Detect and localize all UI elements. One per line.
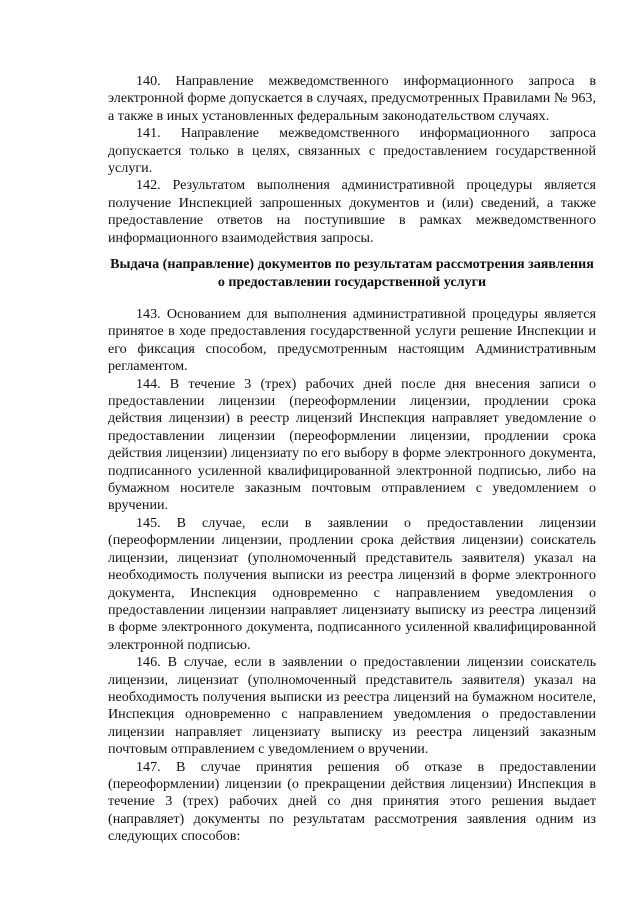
- paragraph-140: 140. Направление межведомственного информационного запроса в электронной форме допускается в случаях, предусмотренных Правилами № 963, а также в иных установленных федеральным законодательством случаях.: [108, 73, 596, 124]
- paragraph-145: 145. В случае, если в заявлении о предоставлении лицензии (переоформлении лицензии, продлении срока действия лицензии) соискатель лицензии, лицензиат (уполномоченный представитель заявителя) указал на необходимость получения выписки из реестра лицензий в форме электронного документа, Инспекция одновременно с направлением уведомления о предоставлении лицензии направляет лицензиату выписку из реестра лицензий в форме электронного документа, подписанного усиленной квалифицированной электронной подписью.: [108, 514, 596, 653]
- paragraph-147: 147. В случае принятия решения об отказе в предоставлении (переоформлении) лицензии (о прекращении действия лицензии) Инспекция в течение 3 (трех) рабочих дней со дня принятия этого решения выдает (направляет) документы по результатам рассмотрения заявления одним из следующих способов:: [108, 758, 596, 845]
- paragraph-144: 144. В течение 3 (трех) рабочих дней после дня внесения записи о предоставлении лицензии (переоформлении лицензии, продлении срока действия лицензии) в реестр лицензий Инспекция направляет уведомление о предоставлении лицензии (переоформлении лицензии, продлении срока действия лицензии) лицензиату по его выбору в форме электронного документа, подписанного усиленной квалифицированной электронной подписью, либо на бумажном носителе заказным почтовым отправлением с уведомлением о вручении.: [108, 375, 596, 514]
- paragraph-group-bottom: [108, 306, 596, 846]
- paragraph-146: 146. В случае, если в заявлении о предоставлении лицензии соискатель лицензии, лицензиат (уполномоченный представитель заявителя) указал на необходимость получения выписки из реестра лицензий на бумажном носителе, Инспекция одновременно с направлением уведомления о предоставлении лицензии направляет лицензиату выписку из реестра лицензий заказным почтовым отправлением с уведомлением о вручении.: [108, 654, 596, 758]
- paragraph-141: 141. Направление межведомственного информационного запроса допускается только в целях, связанных с предоставлением государственной услуги.: [108, 125, 596, 177]
- paragraph-group-top: [108, 73, 596, 247]
- paragraph-143: 143. Основанием для выполнения административной процедуры является принятое в ходе предоставления государственной услуги решение Инспекции и его фиксация способом, предусмотренным настоящим Административным регламентом.: [108, 306, 596, 375]
- section-heading: Выдача (направление) документов по результатам рассмотрения заявления о предоставлении государственной услуги: [110, 256, 594, 290]
- paragraph-142: 142. Результатом выполнения административной процедуры является получение Инспекцией запрошенных документов и (или) сведений, а также предоставление ответов на поступившие в рамках межведомственного информационного взаимодействия запросы.: [108, 177, 596, 246]
